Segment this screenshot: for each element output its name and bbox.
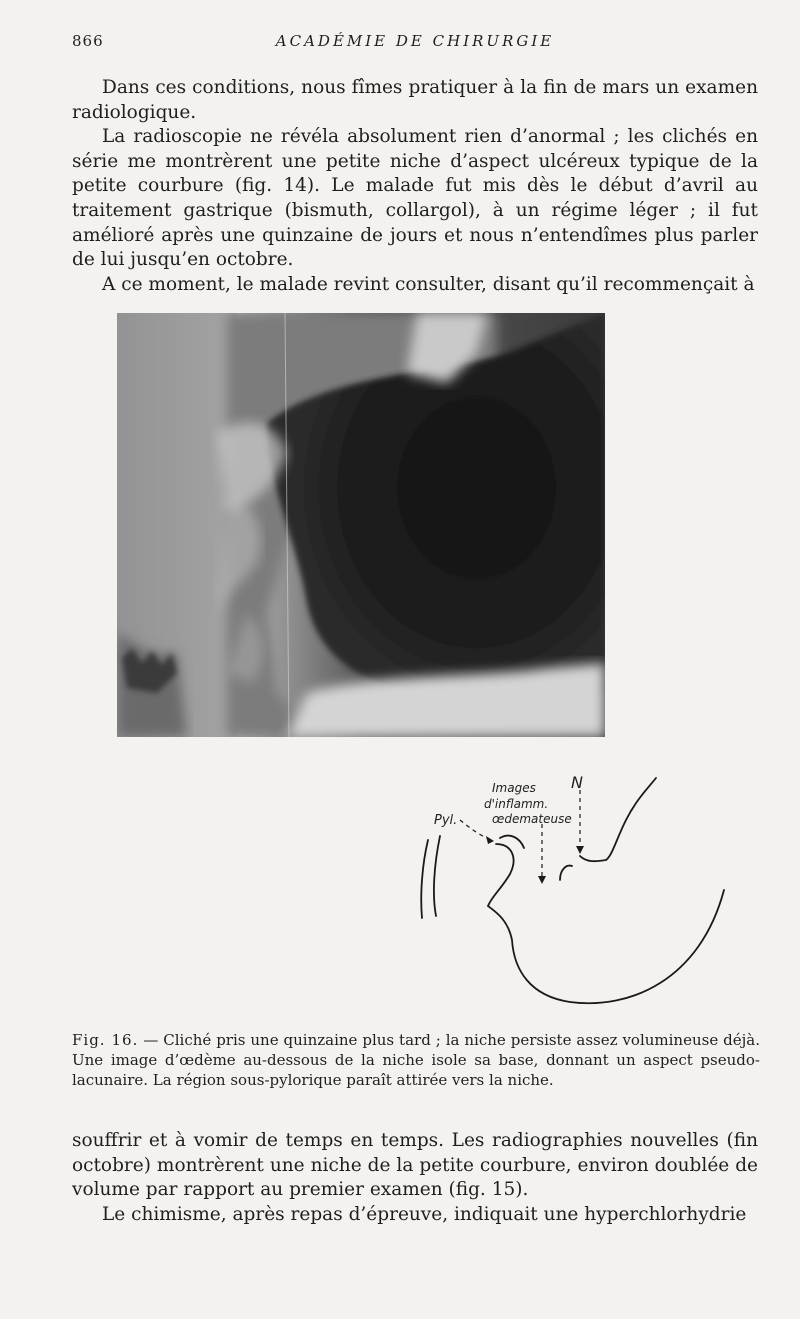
diagram-label-n: N [571,773,583,792]
radiograph-image [117,313,605,737]
paragraph: Dans ces conditions, nous fîmes pratiquer à la fin de mars un examen radiologique. [72,77,758,123]
paragraph: Le chimisme, après repas d’épreuve, indiquait une hyperchlorhydrie [102,1203,747,1225]
running-head: ACADÉMIE DE CHIRURGIE [275,32,555,50]
figure-label: Fig. 16. [72,1031,139,1049]
caption-text: — Cliché pris une quinzaine plus tard ; la niche persiste assez volumineuse déjà. Une image d’œdème au-dessous de la niche isole sa base, donnant un aspect pseudo-lacunaire. La région sous-pylorique paraît attirée vers la niche. [72,1031,760,1089]
paragraph: A ce moment, le malade revint consulter, disant qu’il recommençait à [102,273,755,295]
page-header [72,32,758,54]
page-number: 866 [72,32,104,50]
paragraph: souffrir et à vomir de temps en temps. Les radiographies nouvelles (fin octobre) montrèrent une niche de la petite courbure, environ doublée de volume par rapport au premier examen (fig. 15). [72,1130,758,1201]
paragraph: La radioscopie ne révéla absolument rien d’anormal ; les clichés en série me montrèrent une petite niche d’aspect ulcéreux typique de la petite courbure (fig. 14). Le malade fut mis dès le début d’avril au traitement gastrique (bismuth, collargol), à un régime léger ; il fut amélioré après une quinzaine de jours et nous n’entendîmes plus parler de lui jusqu’en octobre. [72,126,758,271]
diagram-label-oedemateuse: œdemateuse [492,812,572,826]
top-text-block [72,76,758,297]
diagram-label-images: Images [492,781,536,795]
figure-caption [72,1030,760,1090]
diagram-label-inflamm: d'inflamm. [484,797,549,811]
diagram-label-pylorus: Pyl. [434,813,458,828]
bottom-text-block [72,1129,758,1227]
stomach-sketch-diagram [400,770,740,1010]
